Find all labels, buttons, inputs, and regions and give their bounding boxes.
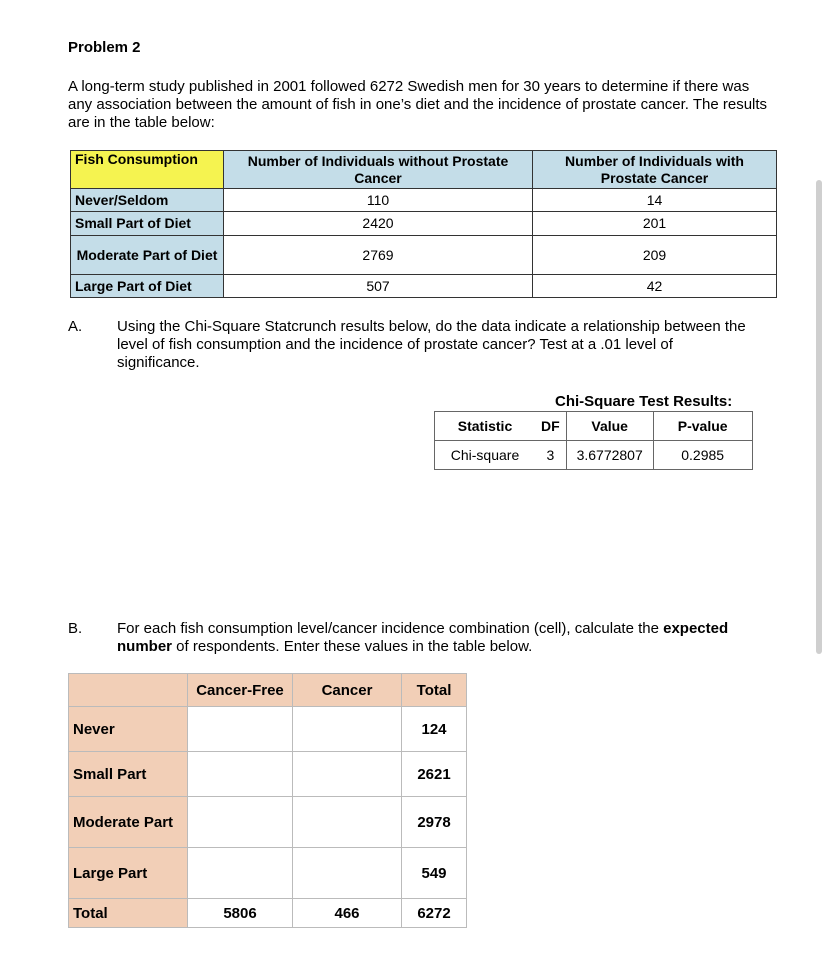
part-a-text: Using the Chi-Square Statcrunch results below, do the data indicate a relationship between the level of fish consumption and the incidence of prostate cancer? Test at a .01 level of significance. bbox=[117, 318, 746, 371]
table-row bbox=[69, 797, 467, 848]
header-cancer-free: Cancer-Free bbox=[188, 674, 293, 707]
chi-square-results-table bbox=[434, 411, 753, 470]
corner-cell bbox=[69, 674, 188, 707]
cell-without: 2420 bbox=[224, 212, 533, 236]
row-label: Moderate Part of Diet bbox=[71, 236, 224, 275]
row-label: Never/Seldom bbox=[71, 189, 224, 212]
header-with-cancer: Number of Individuals with Prostate Cancer bbox=[533, 151, 777, 189]
cancer-input-cell[interactable] bbox=[293, 707, 402, 752]
cancer-input-cell[interactable] bbox=[293, 752, 402, 797]
cell-with: 201 bbox=[533, 212, 777, 236]
table-row bbox=[69, 899, 467, 928]
cell-with: 42 bbox=[533, 275, 777, 298]
cancer-free-input-cell[interactable] bbox=[188, 752, 293, 797]
chi-value: 3.6772807 bbox=[566, 441, 653, 470]
part-b-text-post: of respondents. Enter these values in the table below. bbox=[172, 638, 533, 655]
header-fish-consumption: Fish Consumption bbox=[71, 151, 224, 189]
chi-square-title: Chi-Square Test Results: bbox=[555, 393, 733, 410]
chi-statistic: Chi-square bbox=[435, 441, 536, 470]
row-label: Large Part of Diet bbox=[71, 275, 224, 298]
chi-header-pvalue: P-value bbox=[653, 412, 752, 441]
total-cancer-free: 5806 bbox=[188, 899, 293, 928]
row-label: Moderate Part bbox=[69, 797, 188, 848]
cancer-free-input-cell[interactable] bbox=[188, 707, 293, 752]
scrollbar[interactable] bbox=[816, 180, 822, 654]
cell-without: 507 bbox=[224, 275, 533, 298]
row-label: Small Part bbox=[69, 752, 188, 797]
row-total: 2978 bbox=[402, 797, 467, 848]
problem-title: Problem 2 bbox=[68, 39, 141, 56]
header-without-cancer: Number of Individuals without Prostate Cancer bbox=[224, 151, 533, 189]
table-row bbox=[71, 275, 777, 298]
table-row bbox=[71, 212, 777, 236]
row-label: Never bbox=[69, 707, 188, 752]
cell-without: 2769 bbox=[224, 236, 533, 275]
cancer-input-cell[interactable] bbox=[293, 797, 402, 848]
row-label: Large Part bbox=[69, 848, 188, 899]
part-a-letter: A. bbox=[68, 318, 83, 335]
fish-consumption-table bbox=[70, 150, 777, 298]
cell-without: 110 bbox=[224, 189, 533, 212]
grand-total: 6272 bbox=[402, 899, 467, 928]
table-row bbox=[69, 707, 467, 752]
chi-pvalue: 0.2985 bbox=[653, 441, 752, 470]
header-total: Total bbox=[402, 674, 467, 707]
part-b-text-bold: expected number bbox=[117, 620, 729, 655]
part-b-text-pre: For each fish consumption level/cancer incidence combination (cell), calculate the bbox=[117, 620, 664, 637]
chi-header-df: DF bbox=[535, 412, 566, 441]
chi-header-value: Value bbox=[566, 412, 653, 441]
row-label: Small Part of Diet bbox=[71, 212, 224, 236]
total-cancer: 466 bbox=[293, 899, 402, 928]
cancer-input-cell[interactable] bbox=[293, 848, 402, 899]
cell-with: 14 bbox=[533, 189, 777, 212]
chi-header-statistic: Statistic bbox=[435, 412, 536, 441]
cancer-free-input-cell[interactable] bbox=[188, 848, 293, 899]
table-row bbox=[69, 848, 467, 899]
table-row bbox=[71, 189, 777, 212]
row-total: 124 bbox=[402, 707, 467, 752]
table-row bbox=[69, 752, 467, 797]
row-total: 2621 bbox=[402, 752, 467, 797]
part-b-letter: B. bbox=[68, 620, 83, 637]
table-row bbox=[71, 236, 777, 275]
cell-with: 209 bbox=[533, 236, 777, 275]
header-cancer: Cancer bbox=[293, 674, 402, 707]
row-total: 549 bbox=[402, 848, 467, 899]
row-label: Total bbox=[69, 899, 188, 928]
cancer-free-input-cell[interactable] bbox=[188, 797, 293, 848]
chi-df: 3 bbox=[535, 441, 566, 470]
part-b-text bbox=[117, 620, 757, 656]
problem-intro: A long-term study published in 2001 followed 6272 Swedish men for 30 years to determine if there was any association between the amount of fish in one’s diet and the incidence of prostate cancer. The results are in the table below: bbox=[68, 78, 768, 131]
expected-counts-table bbox=[68, 673, 467, 928]
